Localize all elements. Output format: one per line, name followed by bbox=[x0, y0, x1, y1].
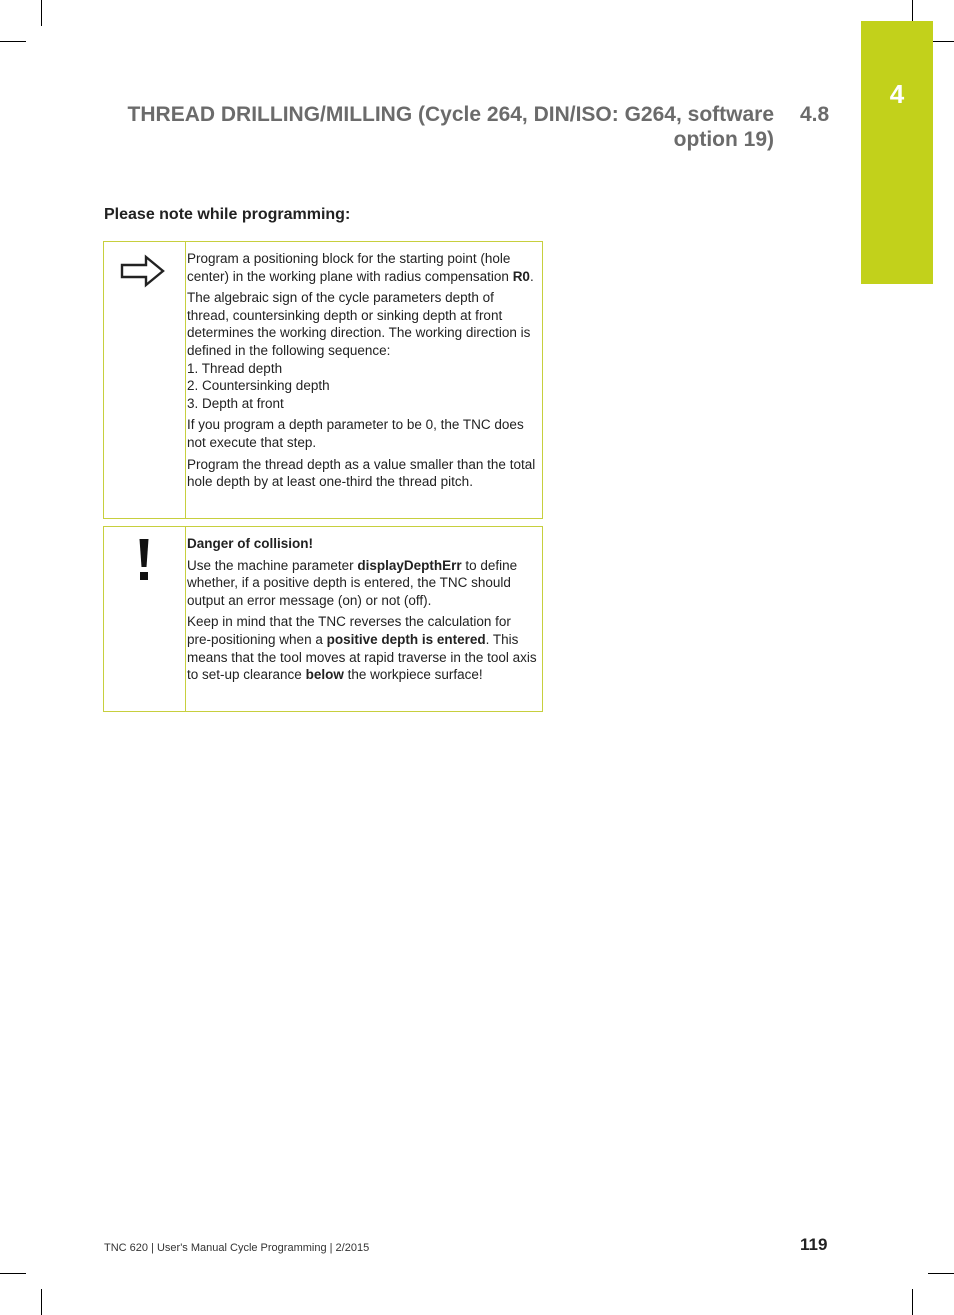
text-run: to define whether, if a positive depth is entered, the TNC should output an error message (on) or not (off). bbox=[187, 557, 518, 608]
text-run: . This means that the tool moves at rapid traverse in the tool axis to set-up clearance bbox=[187, 631, 537, 683]
warning-heading bbox=[187, 535, 537, 553]
crop-mark bbox=[928, 1273, 954, 1274]
bold-text: below bbox=[305, 667, 344, 683]
exclamation-icon bbox=[136, 537, 152, 590]
crop-mark bbox=[0, 41, 26, 42]
crop-mark bbox=[0, 1273, 26, 1274]
sequence-item: 2. Countersinking depth bbox=[187, 378, 330, 394]
sequence-item: 1. Thread depth bbox=[187, 360, 283, 376]
bold-text: R0 bbox=[512, 268, 530, 284]
note-paragraph: If you program a depth parameter to be 0, the TNC does not execute that step. bbox=[187, 417, 524, 450]
footer-text: TNC 620 | User's Manual Cycle Programming | 2/2015 bbox=[104, 1242, 370, 1254]
page-header-title bbox=[120, 102, 774, 152]
text-run: The algebraic sign of the cycle parameters depth of thread, countersinking depth or sinking depth at front determines the working direction. The working direction is defined in the following sequence: bbox=[187, 290, 531, 358]
note-paragraph bbox=[187, 289, 537, 412]
crop-mark bbox=[41, 1289, 42, 1315]
note-box bbox=[103, 241, 543, 519]
crop-mark bbox=[41, 0, 42, 26]
warning-box bbox=[103, 526, 543, 712]
chapter-tab bbox=[861, 21, 933, 284]
header-title-line: THREAD DRILLING/MILLING (Cycle 264, DIN/ISO: G264, software bbox=[127, 103, 774, 126]
chapter-number: 4 bbox=[889, 79, 905, 109]
arrow-right-icon bbox=[120, 254, 166, 293]
bold-text: positive depth is entered bbox=[326, 631, 486, 647]
header-title-line: option 19) bbox=[673, 128, 774, 151]
note-paragraph: Program the thread depth as a value smaller than the total hole depth by at least one-third the thread pitch. bbox=[187, 456, 536, 490]
crop-mark bbox=[912, 1289, 913, 1315]
box-divider bbox=[185, 242, 186, 518]
text-run: Use the machine parameter bbox=[187, 557, 358, 573]
text-run: the workpiece surface! bbox=[343, 667, 483, 683]
section-number: 4.8 bbox=[800, 103, 830, 126]
box-divider bbox=[185, 527, 186, 711]
bold-text: Danger of collision! bbox=[187, 536, 314, 551]
warning-paragraph bbox=[187, 557, 537, 610]
text-run: Keep in mind that the TNC reverses the calculation for pre-positioning when a bbox=[187, 614, 511, 647]
warning-paragraph bbox=[187, 613, 537, 683]
note-paragraph bbox=[187, 250, 537, 285]
sequence-item: 3. Depth at front bbox=[187, 395, 284, 411]
page-number: 119 bbox=[800, 1235, 828, 1254]
bold-text: displayDepthErr bbox=[357, 557, 462, 573]
section-heading: Please note while programming: bbox=[104, 206, 351, 223]
text-run: . bbox=[529, 268, 534, 284]
note-text bbox=[187, 250, 537, 495]
warning-text bbox=[187, 535, 537, 688]
text-run: Program a positioning block for the starting point (hole center) in the working plane with radius compensation bbox=[187, 251, 513, 284]
